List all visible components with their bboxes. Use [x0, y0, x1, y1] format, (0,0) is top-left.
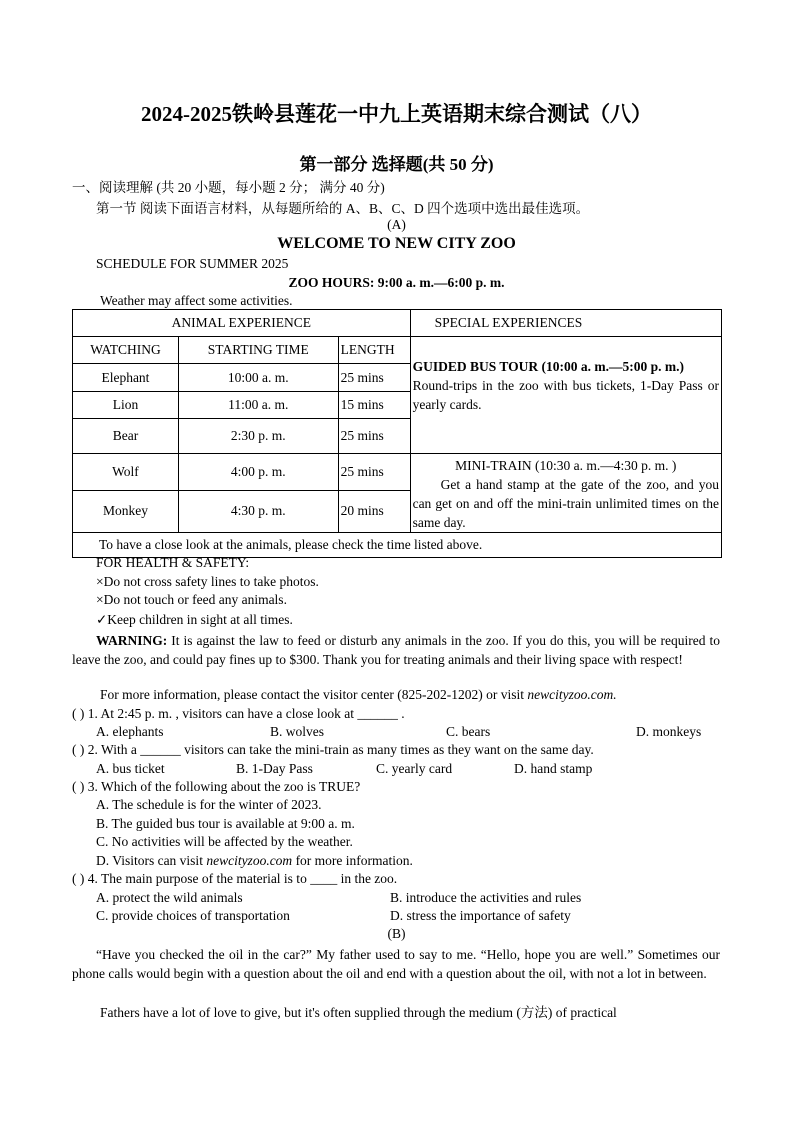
- zoo-heading: WELCOME TO NEW CITY ZOO: [277, 235, 516, 252]
- q4-option-a: A. protect the wild animals: [96, 890, 243, 905]
- q4-option-c: C. provide choices of transportation: [96, 908, 290, 923]
- question-2-stem: ( ) 2. With a ______ visitors can take the mini-train as many times as they want on the same day.: [72, 742, 594, 757]
- q1-option-d: D. monkeys: [636, 724, 702, 739]
- q4-option-b: B. introduce the activities and rules: [390, 890, 582, 905]
- q3-option-d: [96, 853, 413, 869]
- length: 25 mins: [338, 364, 410, 392]
- rule-item: ✓Keep children in sight at all times.: [96, 612, 293, 627]
- info-line: [100, 687, 617, 703]
- q2-option-d: D. hand stamp: [514, 761, 593, 776]
- special-experiences-header: SPECIAL EXPERIENCES: [410, 310, 721, 337]
- q2-option-a: A. bus ticket: [96, 761, 165, 776]
- warning-label: WARNING:: [96, 633, 168, 648]
- section-instruction: 第一节 阅读下面语言材料，从每题所给的 A、B、C、D 四个选项中选出最佳选项。: [96, 201, 590, 216]
- passage-a-label: (A): [387, 217, 406, 232]
- animal-name: Wolf: [73, 454, 179, 491]
- bus-tour-title: GUIDED BUS TOUR (10:00 a. m.—5:00 p. m.): [412, 359, 684, 374]
- q3-option-c: C. No activities will be affected by the weather.: [96, 834, 353, 849]
- q1-option-b: B. wolves: [270, 724, 324, 739]
- col-watching: WATCHING: [73, 337, 179, 364]
- question-3-stem: ( ) 3. Which of the following about the zoo is TRUE?: [72, 779, 361, 794]
- length: 20 mins: [338, 490, 410, 532]
- length: 15 mins: [338, 392, 410, 419]
- bus-tour-cell: [410, 337, 721, 454]
- q4-option-d: D. stress the importance of safety: [390, 908, 571, 923]
- col-length: LENGTH: [338, 337, 410, 364]
- q1-option-c: C. bears: [446, 724, 491, 739]
- weather-note: Weather may affect some activities.: [100, 293, 293, 308]
- schedule-table: [72, 309, 722, 558]
- q1-option-a: A. elephants: [96, 724, 164, 739]
- animal-name: Bear: [73, 419, 179, 454]
- question-1-stem: ( ) 1. At 2:45 p. m. , visitors can have a close look at ______ .: [72, 706, 405, 721]
- schedule-line: SCHEDULE FOR SUMMER 2025: [96, 256, 289, 271]
- length: 25 mins: [338, 419, 410, 454]
- q3-option-b: B. The guided bus tour is available at 9:00 a. m.: [96, 816, 355, 831]
- animal-name: Monkey: [73, 490, 179, 532]
- q3-option-a: A. The schedule is for the winter of 2023.: [96, 797, 322, 812]
- rule-item: ×Do not touch or feed any animals.: [96, 592, 287, 607]
- animal-name: Elephant: [73, 364, 179, 392]
- col-starting-time: STARTING TIME: [178, 337, 338, 364]
- table-footer: To have a close look at the animals, please check the time listed above.: [73, 533, 722, 558]
- health-heading: FOR HEALTH & SAFETY:: [96, 555, 250, 570]
- passage-b-paragraph-1: “Have you checked the oil in the car?” My father used to say to me. “Hello, hope you are well.” Sometimes our phone calls would begin with a question about the oil and end with a question about the oil, with not a lot in between.: [72, 947, 720, 981]
- mini-train-text: Get a hand stamp at the gate of the zoo, and you can get on and off the mini-train unlimited times on the same day.: [412, 477, 719, 530]
- animal-name: Lion: [73, 392, 179, 419]
- question-4-stem: ( ) 4. The main purpose of the material is to ____ in the zoo.: [72, 871, 398, 886]
- mini-train-title: MINI-TRAIN (10:30 a. m.—4:30 p. m. ): [455, 458, 677, 473]
- part-title: 第一部分 选择题(共 50 分): [299, 155, 494, 174]
- q2-option-c: C. yearly card: [376, 761, 453, 776]
- info-site: newcityzoo.com.: [527, 687, 617, 702]
- info-text: For more information, please contact the visitor center (825-202-1202) or visit: [100, 687, 528, 702]
- warning-text: It is against the law to feed or disturb any animals in the zoo. If you do this, you will be required to leave the zoo, and could pay fines up to $300. Thank you for treating animals and their living space with respect!: [72, 633, 720, 667]
- rule-item: ×Do not cross safety lines to take photos.: [96, 574, 319, 589]
- starting-time: 2:30 p. m.: [178, 419, 338, 454]
- q2-option-b: B. 1-Day Pass: [236, 761, 313, 776]
- starting-time: 4:00 p. m.: [178, 454, 338, 491]
- page-title: 2024-2025铁岭县莲花一中九上英语期末综合测试（八）: [141, 102, 652, 126]
- q3-option-d-tail: for more information.: [292, 853, 413, 868]
- starting-time: 4:30 p. m.: [178, 490, 338, 532]
- q3-option-d-site: newcityzoo.com: [206, 853, 293, 868]
- passage-b-label: (B): [387, 926, 406, 941]
- section-heading: 一、阅读理解 (共 20 小题，每小题 2 分； 满分 40 分): [72, 180, 385, 195]
- zoo-hours: ZOO HOURS: 9:00 a. m.—6:00 p. m.: [288, 275, 505, 290]
- starting-time: 11:00 a. m.: [178, 392, 338, 419]
- passage-b-paragraph-2: Fathers have a lot of love to give, but it's often supplied through the medium (方法) of practical: [100, 1005, 617, 1020]
- warning-paragraph: [72, 631, 720, 669]
- q3-option-d-text: D. Visitors can visit: [96, 853, 207, 868]
- animal-experience-header: ANIMAL EXPERIENCE: [73, 310, 411, 337]
- mini-train-cell: [410, 454, 721, 533]
- bus-tour-text: Round-trips in the zoo with bus tickets, 1-Day Pass or yearly cards.: [412, 378, 719, 412]
- table-row: [73, 454, 722, 491]
- starting-time: 10:00 a. m.: [178, 364, 338, 392]
- length: 25 mins: [338, 454, 410, 491]
